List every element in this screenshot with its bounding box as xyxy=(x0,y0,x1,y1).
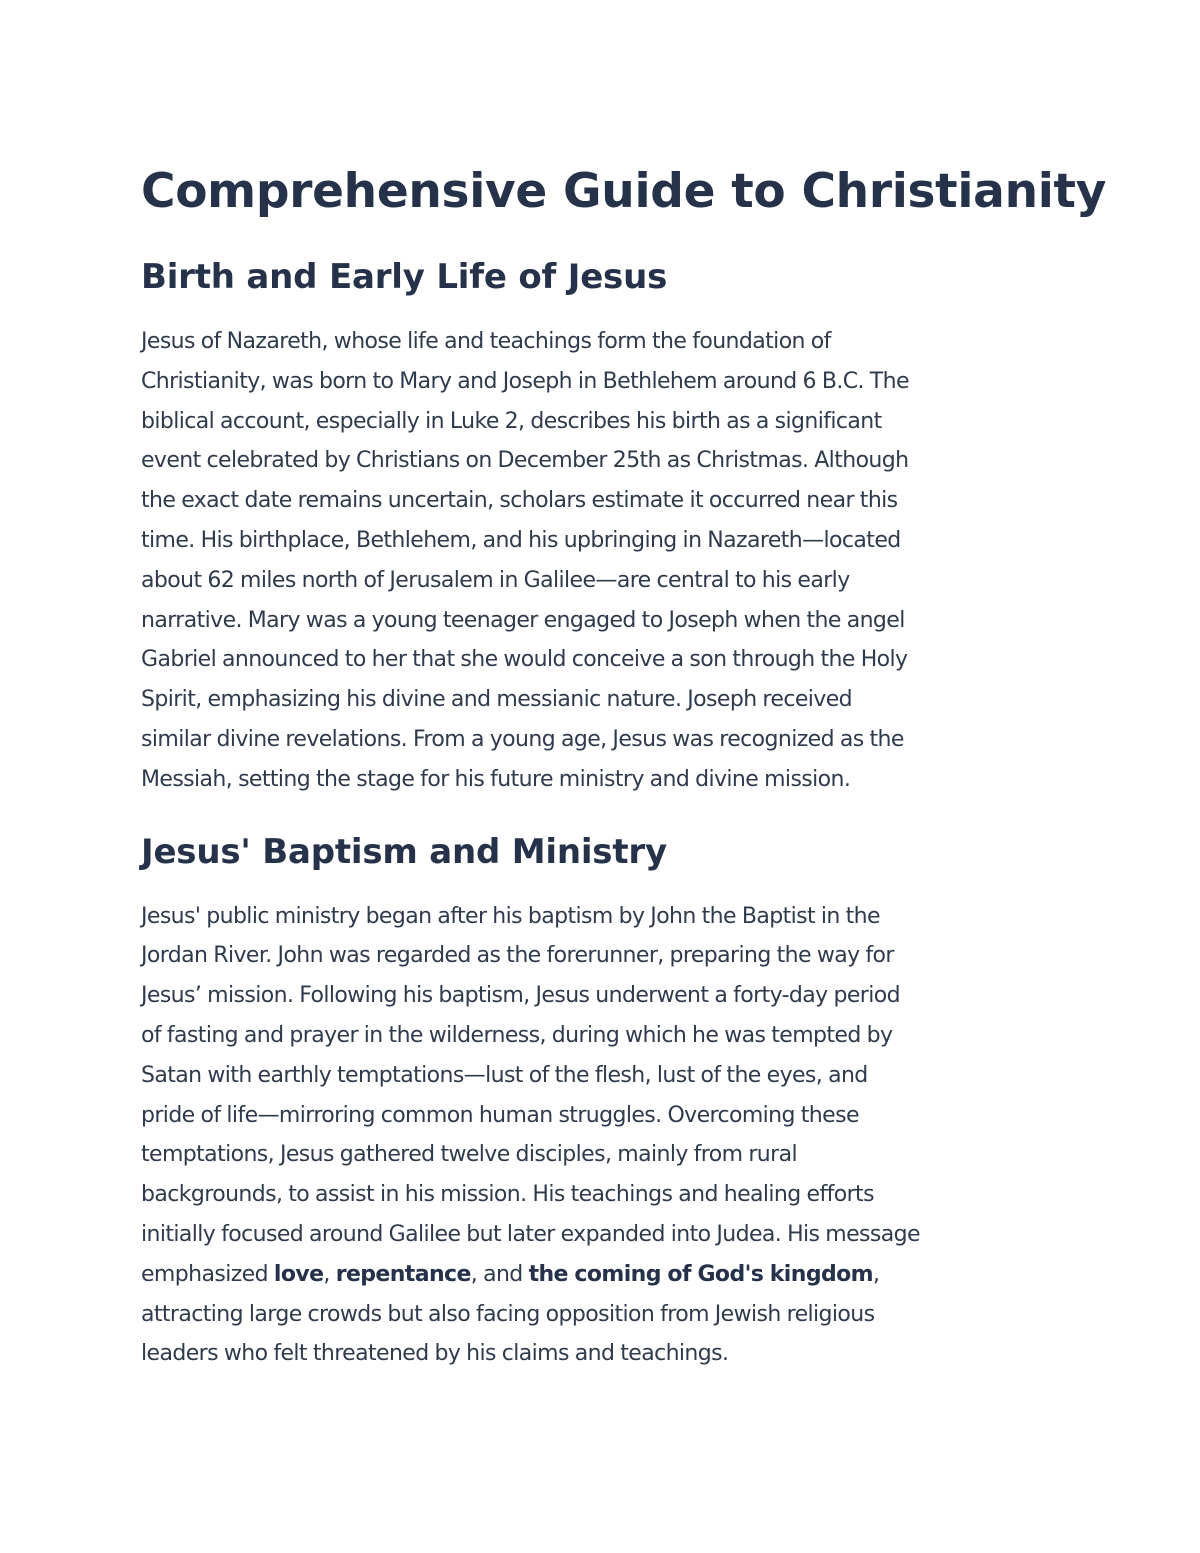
section-heading-baptism: Jesus' Baptism and Ministry xyxy=(141,831,667,872)
paragraph-line: initially focused around Galilee but later expanded into Judea. His message xyxy=(141,1221,920,1247)
paragraph-line: Jesus’ mission. Following his baptism, Jesus underwent a forty-day period xyxy=(141,983,900,1009)
paragraph-line: event celebrated by Christians on December 25th as Christmas. Although xyxy=(141,448,909,474)
paragraph-line: Jesus' public ministry began after his baptism by John the Baptist in the xyxy=(141,903,880,929)
paragraph-line: time. His birthplace, Bethlehem, and his upbringing in Nazareth—located xyxy=(141,527,901,553)
document-page xyxy=(141,160,1107,1374)
paragraph-line: Gabriel announced to her that she would conceive a son through the Holy xyxy=(141,647,908,673)
emphasis-prefix: emphasized xyxy=(141,1261,274,1287)
emphasis-suffix: , xyxy=(872,1261,880,1287)
paragraph-line: pride of life—mirroring common human struggles. Overcoming these xyxy=(141,1102,859,1128)
paragraph-line: Satan with earthly temptations—lust of the flesh, lust of the eyes, and xyxy=(141,1062,868,1088)
paragraph-birth xyxy=(141,322,1071,800)
paragraph-baptism xyxy=(141,897,1071,1375)
paragraph-line: of fasting and prayer in the wilderness, during which he was tempted by xyxy=(141,1022,893,1048)
emphasis-line xyxy=(141,1255,1071,1295)
paragraph-line: similar divine revelations. From a young age, Jesus was recognized as the xyxy=(141,726,904,752)
paragraph-line: Jesus of Nazareth, whose life and teachings form the foundation of xyxy=(141,329,831,354)
paragraph-line: leaders who felt threatened by his claims and teachings. xyxy=(141,1341,729,1367)
emphasis-repentance: repentance xyxy=(335,1261,471,1287)
paragraph-line: the exact date remains uncertain, scholars estimate it occurred near this xyxy=(141,488,898,514)
paragraph-line: Jordan River. John was regarded as the forerunner, preparing the way for xyxy=(141,943,894,969)
emphasis-gods-kingdom: the coming of God's kingdom xyxy=(528,1261,873,1287)
paragraph-line: Messiah, setting the stage for his future ministry and divine mission. xyxy=(141,766,851,792)
paragraph-line: attracting large crowds but also facing opposition from Jewish religious xyxy=(141,1301,875,1327)
paragraph-line: backgrounds, to assist in his mission. His teachings and healing efforts xyxy=(141,1182,874,1208)
section-heading-birth: Birth and Early Life of Jesus xyxy=(141,257,668,297)
paragraph-line: about 62 miles north of Jerusalem in Galilee—are central to his early xyxy=(141,567,850,593)
emphasis-separator: , xyxy=(323,1261,336,1287)
paragraph-line: temptations, Jesus gathered twelve disciples, mainly from rural xyxy=(141,1142,797,1168)
document-title: Comprehensive Guide to Christianity xyxy=(141,164,1107,219)
emphasis-love: love xyxy=(273,1261,324,1287)
paragraph-line: biblical account, especially in Luke 2, describes his birth as a significant xyxy=(141,408,882,434)
paragraph-line: narrative. Mary was a young teenager engaged to Joseph when the angel xyxy=(141,607,905,633)
paragraph-line: Christianity, was born to Mary and Joseph in Bethlehem around 6 B.C. The xyxy=(141,368,909,394)
emphasis-separator: , and xyxy=(470,1261,529,1287)
paragraph-line: Spirit, emphasizing his divine and messianic nature. Joseph received xyxy=(141,687,852,713)
